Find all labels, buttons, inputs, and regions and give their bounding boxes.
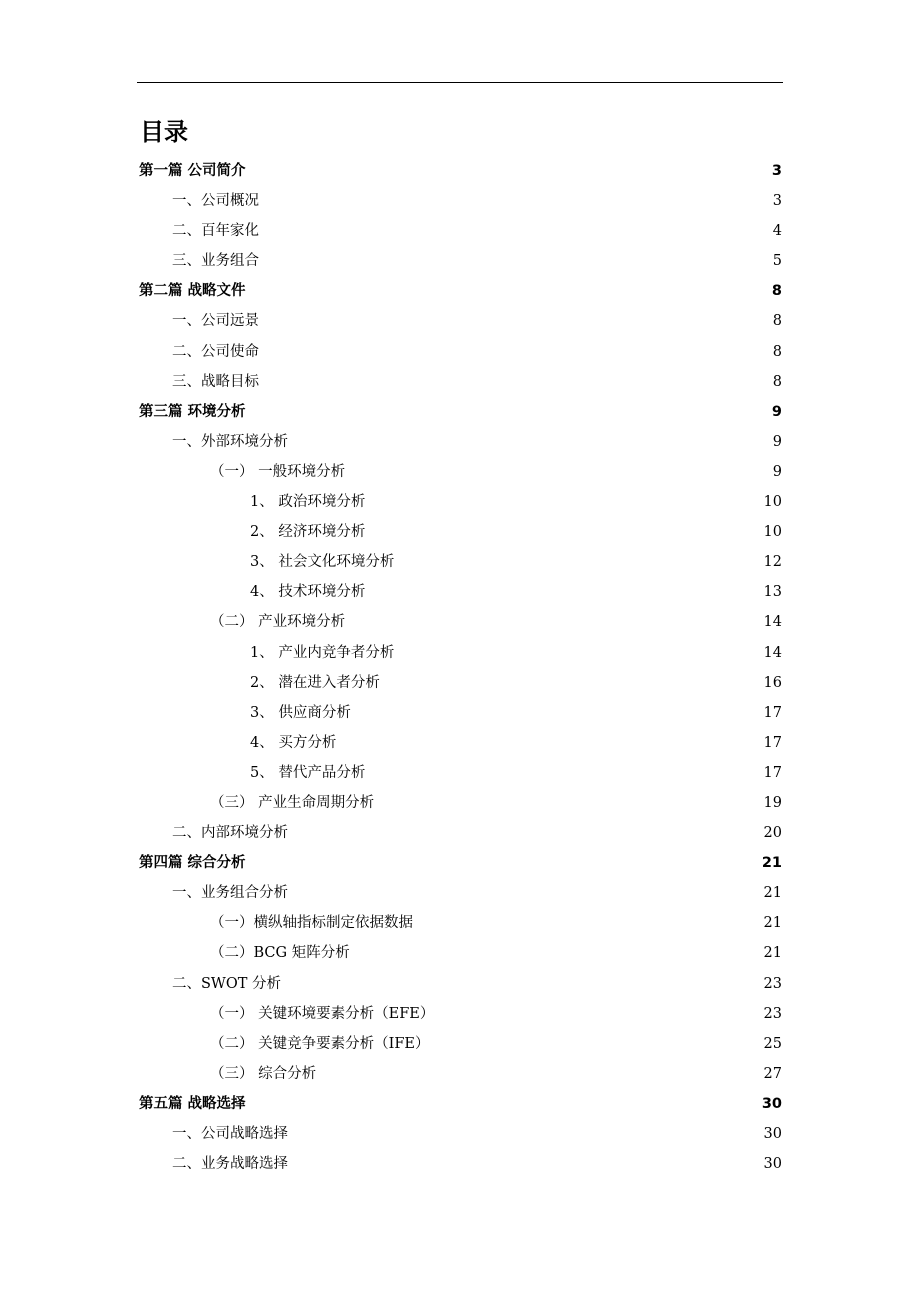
toc-entry-label: 第二篇 战略文件 [139,283,246,300]
toc-entry-page: 10 [763,524,782,541]
toc-entry-page: 9 [772,433,782,450]
toc-entry[interactable] [139,668,782,698]
toc-entry[interactable] [139,216,782,246]
toc-entry-label: 二、内部环境分析 [172,825,288,842]
toc-entry-label: 第四篇 综合分析 [139,855,246,872]
toc-entry-page: 14 [763,614,782,631]
toc-entry[interactable] [139,638,782,668]
toc-entry-page: 13 [763,584,782,601]
toc-entry-label: （二） 关键竞争要素分析（IFE） [210,1035,430,1052]
toc-entry-page: 8 [771,283,782,300]
toc-entry-label: 3、 社会文化环境分析 [250,554,395,571]
toc-entry[interactable] [139,517,782,547]
toc-entry[interactable] [139,246,782,276]
toc-entry-label: 二、业务战略选择 [172,1156,288,1173]
toc-entry[interactable] [139,186,782,216]
toc-entry-label: （一） 一般环境分析 [210,463,346,480]
toc-entry-page: 4 [772,223,782,240]
toc-entry-label: 4、 买方分析 [250,734,337,751]
toc-entry[interactable] [139,457,782,487]
toc-entry-page: 19 [763,794,782,811]
toc-entry[interactable] [139,1089,782,1119]
toc-entry[interactable] [139,337,782,367]
toc-entry-page: 16 [763,674,782,691]
toc-entry-label: 三、战略目标 [172,373,259,390]
toc-entry-label: （三） 产业生命周期分析 [210,794,375,811]
toc-entry[interactable] [139,698,782,728]
toc-entry-page: 12 [763,554,782,571]
toc-entry[interactable] [139,1029,782,1059]
toc-entry-label: （二） 产业环境分析 [210,614,346,631]
toc-entry[interactable] [139,306,782,336]
toc-entry[interactable] [139,156,782,186]
toc-entry-page: 8 [772,313,782,330]
toc-entry-label: 3、 供应商分析 [250,704,351,721]
toc-entry[interactable] [139,758,782,788]
toc-entry-label: 第三篇 环境分析 [139,403,246,420]
toc-entry-label: 一、公司战略选择 [172,1126,288,1142]
toc-entry-page: 17 [763,734,782,751]
toc-entry[interactable] [139,969,782,999]
toc-entry[interactable] [139,728,782,758]
toc-entry-page: 8 [772,343,782,360]
toc-entry-page: 21 [761,855,782,872]
toc-list [139,156,782,1179]
toc-entry-label: 2、 潜在进入者分析 [250,674,380,691]
toc-entry[interactable] [139,427,782,457]
toc-entry-page: 9 [772,463,782,480]
toc-entry-label: 二、SWOT 分析 [172,975,282,992]
toc-entry-label: 2、 经济环境分析 [250,524,366,541]
toc-entry[interactable] [139,367,782,397]
toc-entry-page: 9 [771,403,782,420]
toc-entry[interactable] [139,1149,782,1179]
toc-entry-label: 一、公司概况 [172,193,259,210]
toc-entry-label: 4、 技术环境分析 [250,584,366,601]
toc-entry[interactable] [139,276,782,306]
toc-entry-label: （三） 综合分析 [210,1065,317,1082]
header-rule [137,82,783,83]
toc-entry-page: 3 [772,193,782,210]
toc-entry-page: 27 [763,1065,782,1082]
toc-entry-page: 10 [763,494,782,511]
toc-entry[interactable] [139,999,782,1029]
toc-entry-label: 三、业务组合 [172,253,259,270]
toc-entry-label: 第一篇 公司简介 [139,163,246,179]
toc-entry-label: （二）BCG 矩阵分析 [210,945,350,962]
toc-entry-page: 25 [763,1035,782,1052]
toc-entry-page: 21 [763,915,782,932]
toc-entry-page: 17 [763,764,782,781]
toc-entry-page: 3 [771,163,782,179]
toc-entry-page: 30 [763,1126,782,1142]
toc-entry-page: 21 [763,885,782,902]
toc-entry[interactable] [139,397,782,427]
toc-entry-label: 二、百年家化 [172,223,259,240]
toc-entry[interactable] [139,1119,782,1149]
toc-entry-page: 21 [763,945,782,962]
toc-entry[interactable] [139,487,782,517]
toc-title: 目录 [140,118,188,146]
toc-entry[interactable] [139,577,782,607]
toc-entry[interactable] [139,848,782,878]
toc-entry-label: （一） 关键环境要素分析（EFE） [210,1005,435,1022]
toc-entry[interactable] [139,908,782,938]
toc-entry-page: 14 [763,644,782,661]
toc-entry-label: 1、 政治环境分析 [250,494,366,511]
toc-entry[interactable] [139,818,782,848]
toc-entry[interactable] [139,547,782,577]
toc-entry-page: 17 [763,704,782,721]
toc-entry-label: （一）横纵轴指标制定依据数据 [210,915,413,932]
toc-entry-page: 23 [763,975,782,992]
toc-entry-page: 30 [763,1156,782,1173]
toc-entry[interactable] [139,1059,782,1089]
toc-entry[interactable] [139,607,782,637]
toc-entry-label: 一、业务组合分析 [172,885,288,902]
toc-entry-page: 23 [763,1005,782,1022]
toc-entry-page: 8 [772,373,782,390]
toc-entry-page: 30 [761,1095,782,1112]
toc-entry-page: 5 [772,253,782,270]
toc-entry-label: 第五篇 战略选择 [139,1095,246,1112]
toc-entry-label: 二、公司使命 [172,343,259,360]
toc-entry-page: 20 [763,825,782,842]
toc-entry-label: 5、 替代产品分析 [250,764,366,781]
toc-entry-label: 一、公司远景 [172,313,259,330]
toc-entry[interactable] [139,878,782,908]
toc-entry[interactable] [139,938,782,968]
toc-entry[interactable] [139,788,782,818]
toc-entry-label: 一、外部环境分析 [172,433,288,450]
toc-entry-label: 1、 产业内竞争者分析 [250,644,395,661]
